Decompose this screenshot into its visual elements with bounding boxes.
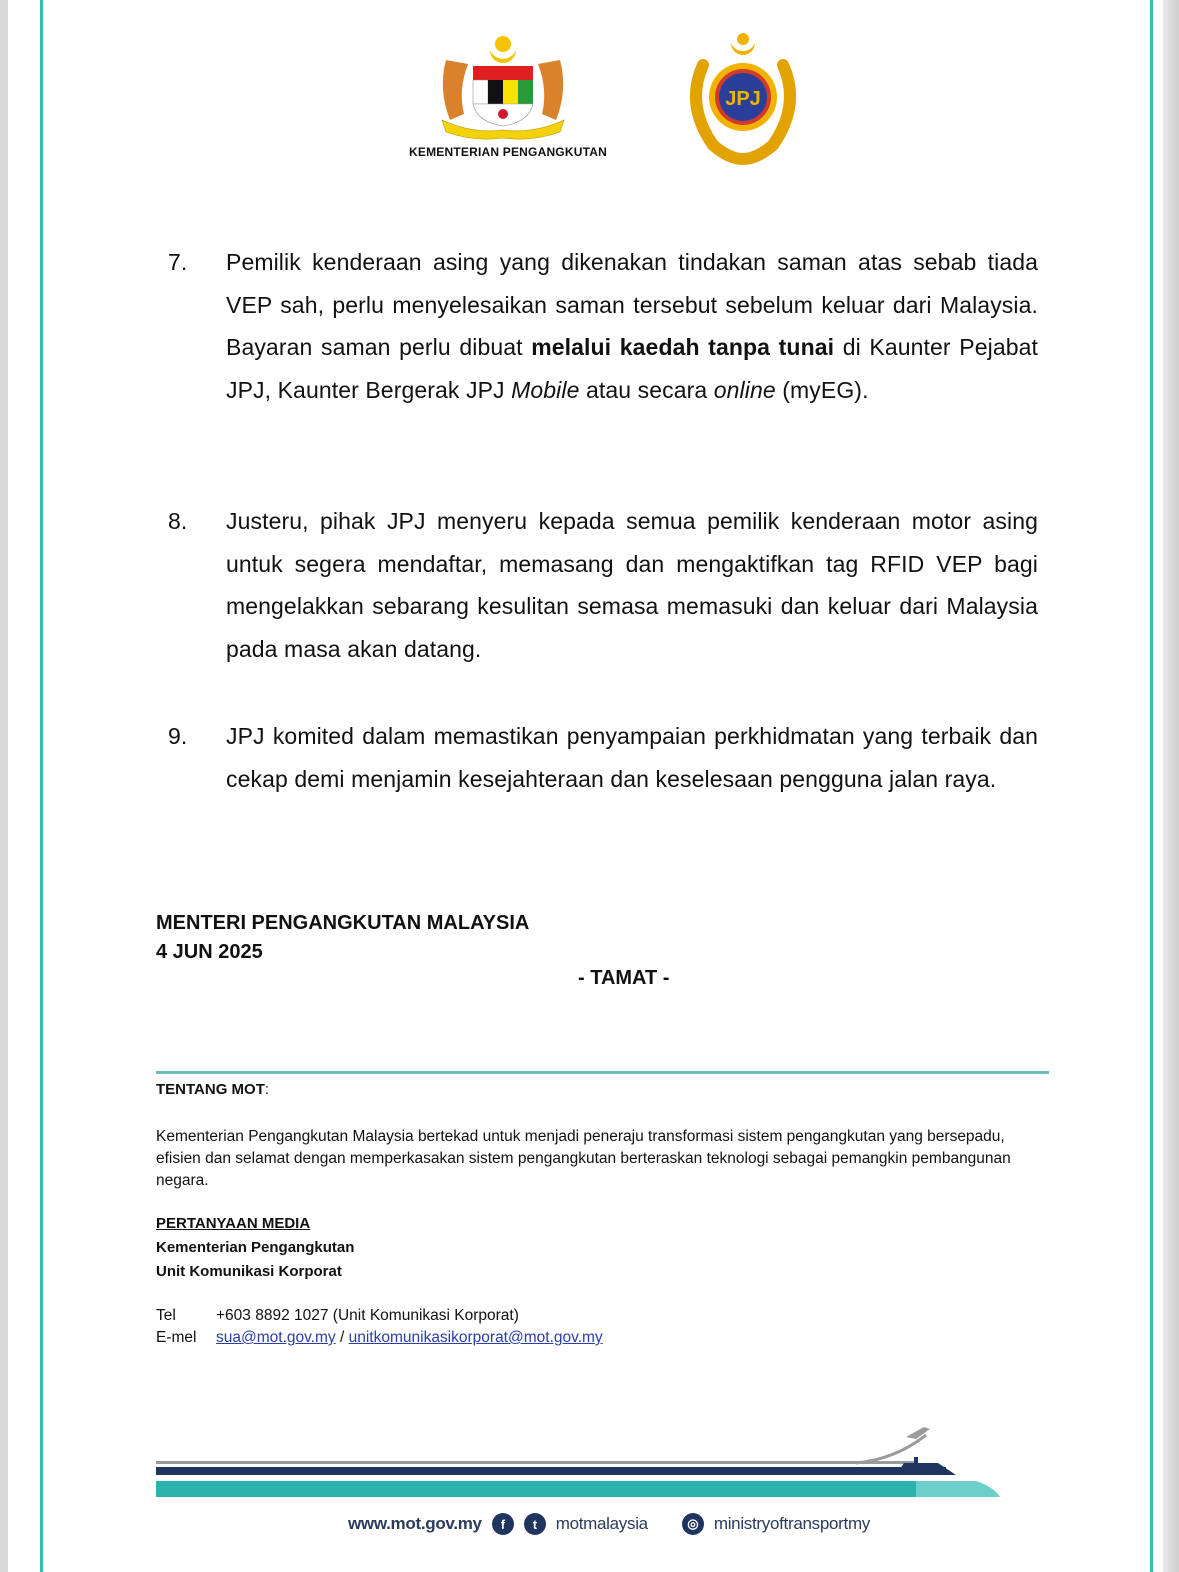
media-org: Kementerian Pengangkutan: [156, 1239, 355, 1256]
page-shadow: [1163, 0, 1179, 1572]
about-body: Kementerian Pengangkutan Malaysia bertekad untuk menjadi peneraju transformasi sistem pengangkutan yang bersepadu, efisien dan selamat dengan memperkasakan sistem pengangkutan berteraskan teknologi sebagai pemangkin pembangunan negara.: [156, 1128, 1011, 1189]
ship-icon: [896, 1457, 956, 1475]
social-handle[interactable]: motmalaysia: [555, 1514, 648, 1533]
ministry-caption: KEMENTERIAN PENGANGKUTAN: [409, 145, 607, 159]
email-link-ukk[interactable]: unitkomunikasikorporat@mot.gov.my: [348, 1329, 603, 1346]
email-label: E-mel: [156, 1329, 197, 1346]
page-border-right: [1150, 0, 1153, 1572]
transport-footer-banner: [156, 1425, 1046, 1505]
contact-tel: [156, 1307, 519, 1325]
footer-links: [348, 1510, 870, 1538]
paragraph-number: 7.: [168, 249, 188, 275]
header-logos: [409, 25, 818, 165]
jpj-emblem-icon: [673, 25, 813, 165]
release-date: 4 JUN 2025: [156, 941, 263, 963]
paragraph-9: [168, 715, 1038, 800]
section-divider: [156, 1071, 1049, 1074]
end-marker: - TAMAT -: [578, 967, 670, 989]
document-page: [8, 0, 1163, 1572]
contact-email: E-mel sua@mot.gov.my / unitkomunikasikorporat@mot.gov.my: [156, 1329, 603, 1346]
paragraph-text: JPJ komited dalam memastikan penyampaian perkhidmatan yang terbaik dan cekap demi menjamin kesejahteraan dan keselesaan pengguna jalan raya.: [226, 723, 1038, 792]
paragraph-8: [168, 500, 1038, 670]
signatory-title: MENTERI PENGANGKUTAN MALAYSIA: [156, 912, 530, 934]
svg-text:JPJ: JPJ: [725, 88, 761, 110]
paragraph-text: Justeru, pihak JPJ menyeru kepada semua pemilik kenderaan motor asing untuk segera mendaftar, memasang dan mengaktifkan tag RFID VEP bagi mengelakkan sebarang kesulitan semasa memasuki dan keluar dari Malaysia pada masa akan datang.: [226, 508, 1038, 662]
paragraph-number: 8.: [168, 508, 188, 534]
paragraph-text: Pemilik kenderaan asing yang dikenakan tindakan saman atas sebab tiada VEP sah, perlu menyelesaikan saman tersebut sebelum keluar dari Malaysia. Bayaran saman perlu dibuat melalui kaedah tanpa tunai di Kaunter Pejabat JPJ, Kaunter Bergerak JPJ Mobile atau secara online (myEG).: [226, 249, 1038, 403]
instagram-handle[interactable]: ministryoftransportmy: [713, 1514, 871, 1533]
twitter-icon[interactable]: t: [524, 1513, 546, 1535]
instagram-icon[interactable]: ◎: [682, 1513, 704, 1535]
airplane-icon: [906, 1427, 930, 1439]
email-link-sua[interactable]: sua@mot.gov.my: [216, 1329, 336, 1346]
paragraph-7: [168, 241, 1038, 411]
tel-value: +603 8892 1027 (Unit Komunikasi Korporat): [216, 1307, 519, 1324]
media-unit: Unit Komunikasi Korporat: [156, 1263, 342, 1280]
paragraph-number: 9.: [168, 723, 188, 749]
train-icon: [916, 1481, 1000, 1497]
tel-label: Tel: [156, 1307, 176, 1324]
facebook-icon[interactable]: f: [492, 1513, 514, 1535]
page-border-left: [40, 0, 43, 1572]
about-title: TENTANG MOT:: [156, 1081, 270, 1098]
media-enquiry-title: PERTANYAAN MEDIA: [156, 1215, 311, 1232]
malaysia-coat-of-arms-icon: [428, 30, 578, 140]
website-link[interactable]: www.mot.gov.my: [348, 1514, 482, 1533]
